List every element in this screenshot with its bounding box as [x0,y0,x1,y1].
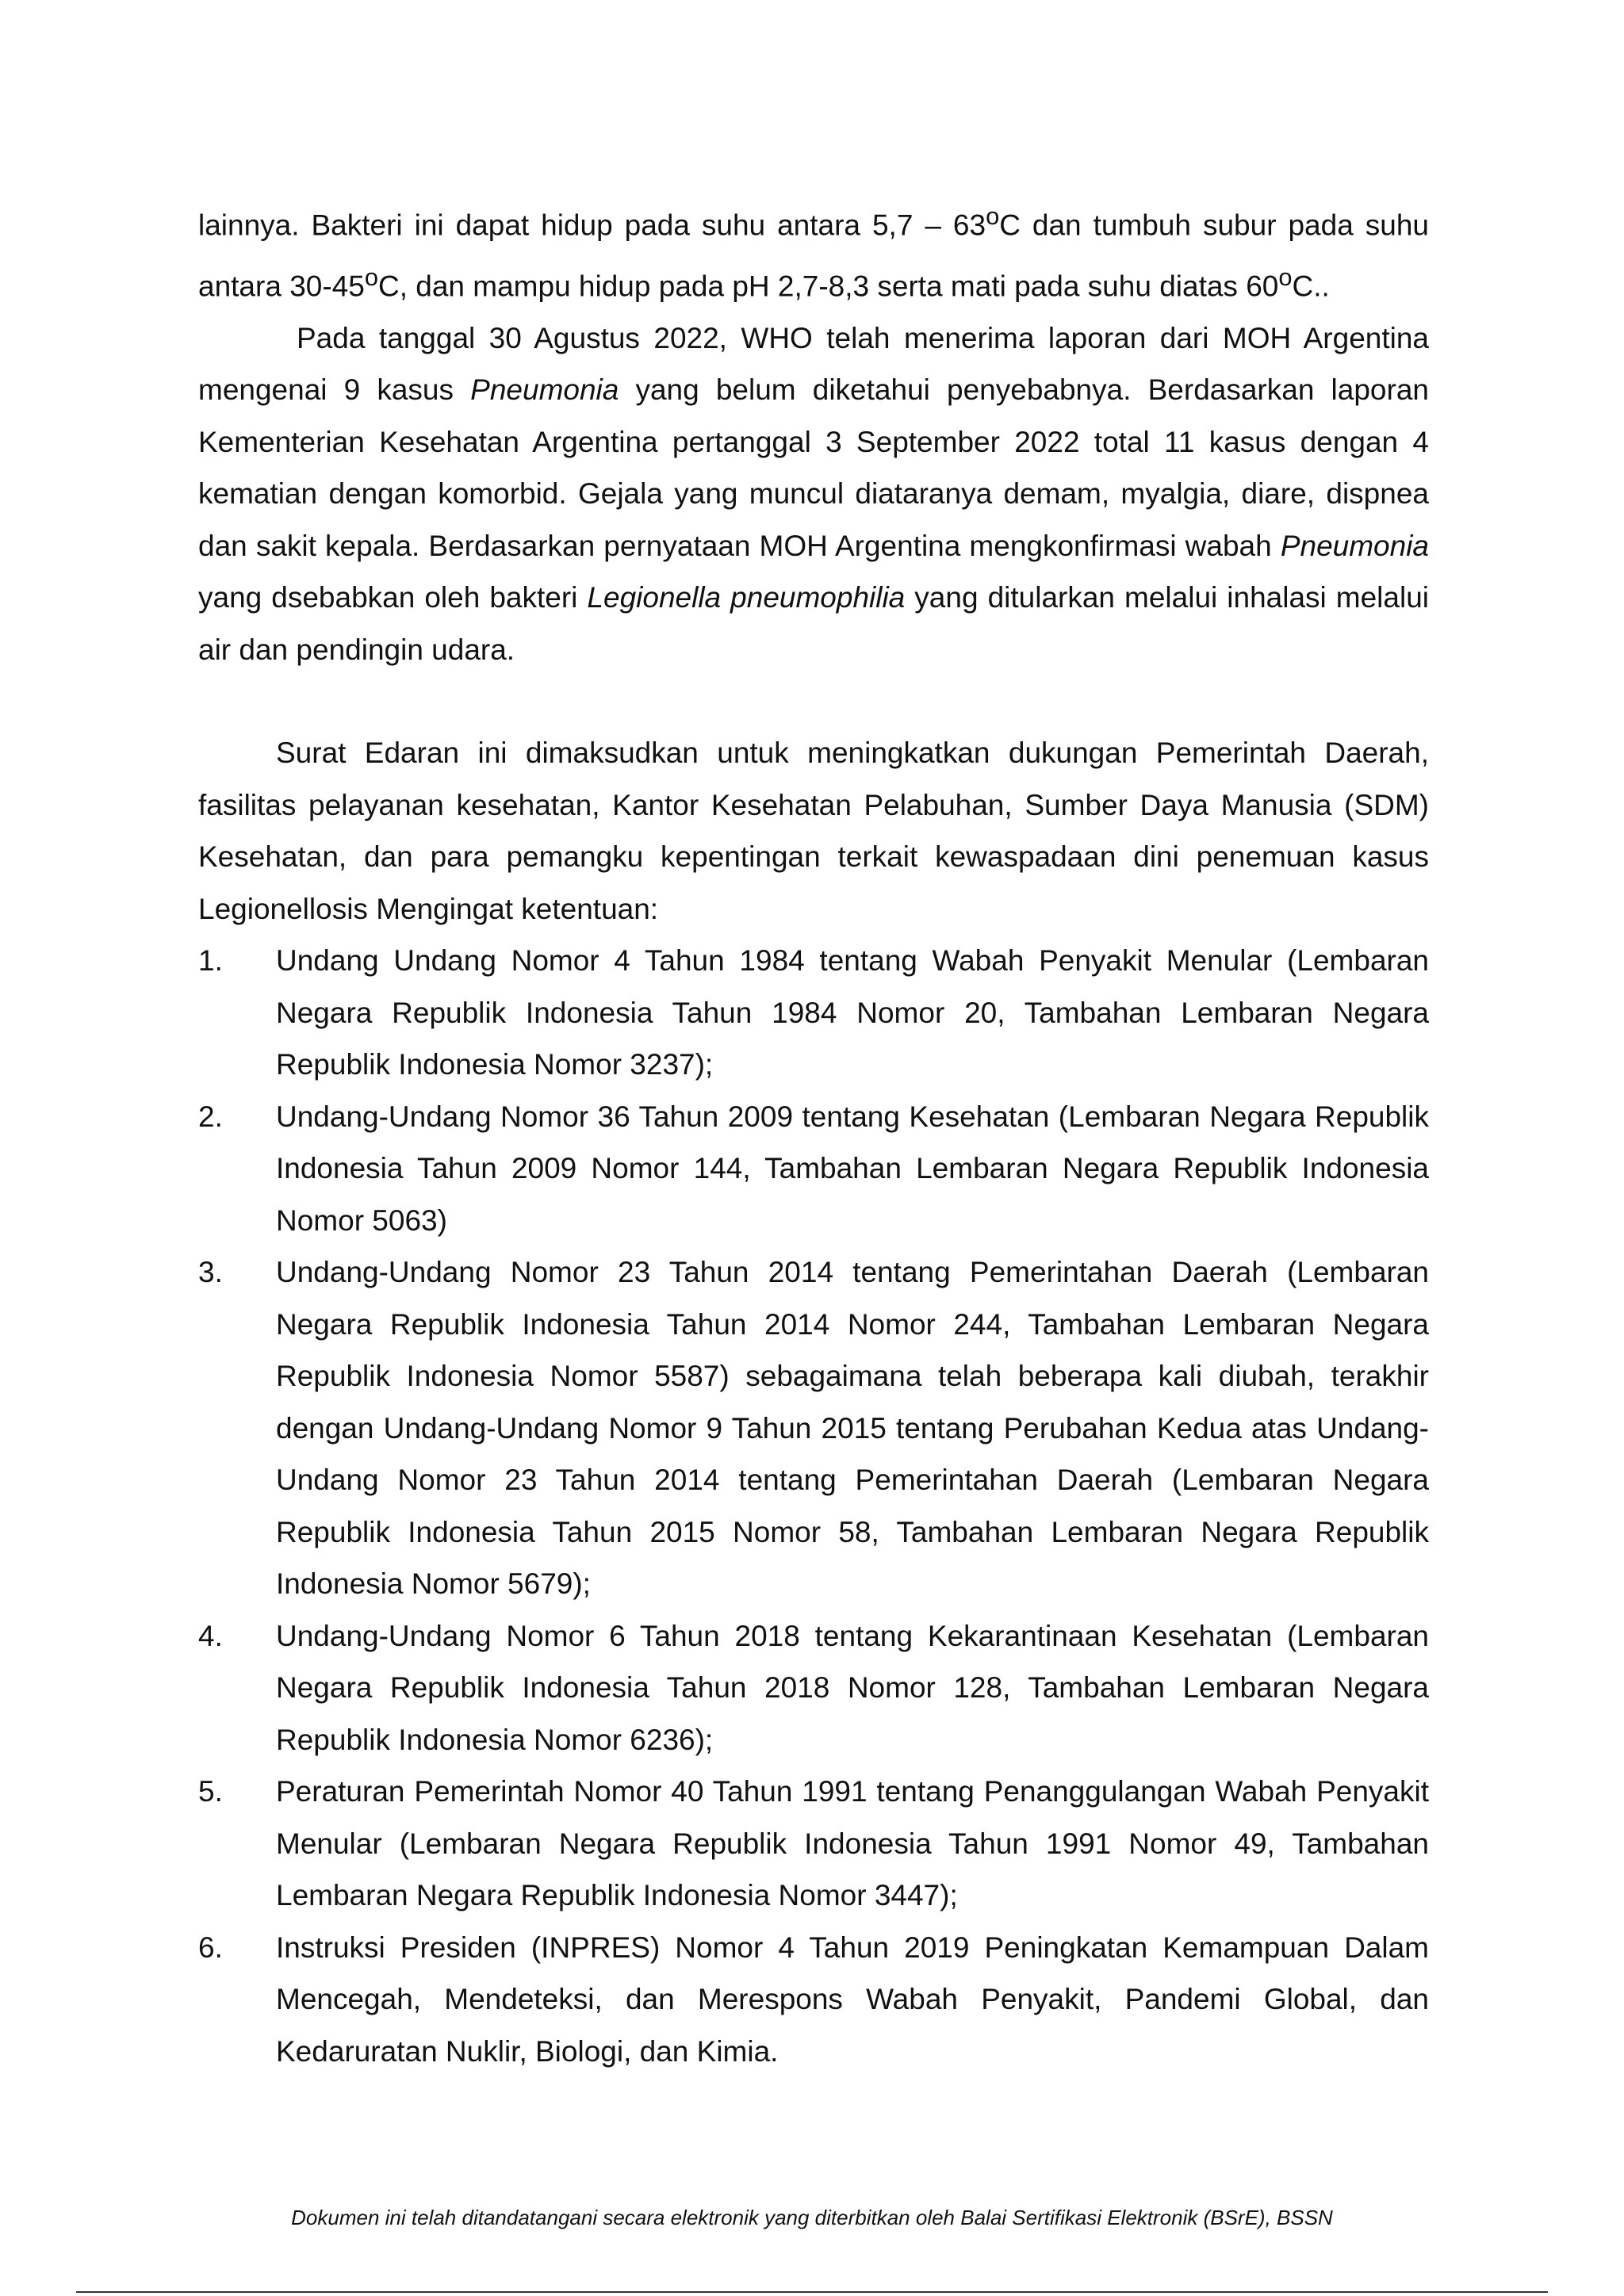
degree-superscript: o [1278,262,1293,291]
list-item-text: Instruksi Presiden (INPRES) Nomor 4 Tahun 2019 Peningkatan Kemampuan Dalam Mencegah, Mendeteksi, dan Merespons Wabah Penyakit, Pandemi Global, dan Kedaruratan Nuklir, Biologi, dan Kimia. [276,1931,1429,2068]
paragraph-circular-purpose: Surat Edaran ini dimaksudkan untuk meningkatkan dukungan Pemerintah Daerah, fasilitas pelayanan kesehatan, Kantor Kesehatan Pelabuhan, Sumber Daya Manusia (SDM) Kesehatan, dan para pemangku kepentingan terkait kewaspadaan dini penemuan kasus Legionellosis Mengingat ketentuan: [198,737,1429,925]
footer-signature-note: Dokumen ini telah ditandatangani secara elektronik yang diterbitkan oleh Balai Sertifikasi Elektronik (BSrE), BSSN [291,2206,1333,2229]
para2-text-4: yang ditularkan melalui inhalasi melalui air dan pendingin udara. [198,581,1429,666]
para2-text-1: Pada tanggal 30 Agustus 2022, WHO telah menerima laporan dari MOH Argentina mengenai 9 kasus [198,321,1429,407]
list-item [198,1246,1429,1610]
list-item-number: 1. [198,944,223,978]
degree-superscript: o [986,202,1000,230]
para2-italic-1: Pneumonia [470,373,619,407]
list-item [198,1922,1429,2078]
degree-superscript: o [364,262,378,291]
list-item-number: 2. [198,1100,223,1133]
list-item-text: Undang Undang Nomor 4 Tahun 1984 tentang Wabah Penyakit Menular (Lembaran Negara Republik Indonesia Tahun 1984 Nomor 20, Tambahan Lembaran Negara Republik Indonesia Nomor 3237); [276,944,1429,1081]
paragraph-gap [198,675,1429,727]
list-item-text: Peraturan Pemerintah Nomor 40 Tahun 1991 tentang Penanggulangan Wabah Penyakit Menular (Lembaran Negara Republik Indonesia Tahun 1991 Nomor 49, Tambahan Lembaran Negara Republik Indonesia Nomor 3447); [276,1775,1429,1912]
legal-basis-list [198,935,1429,2077]
list-item [198,1091,1429,1247]
list-item-number: 4. [198,1619,223,1652]
list-item-text: Undang-Undang Nomor 6 Tahun 2018 tentang Kekarantinaan Kesehatan (Lembaran Negara Republik Indonesia Tahun 2018 Nomor 128, Tambahan Lembaran Negara Republik Indonesia Nomor 6236); [276,1619,1429,1756]
para1-text-1: lainnya. Bakteri ini dapat hidup pada suhu antara 5,7 – 63 [198,209,986,242]
list-item [198,935,1429,1091]
para2-italic-3: Legionella pneumophilia [587,581,906,614]
paragraph-who-report [198,312,1429,676]
para2-text-3: yang dsebabkan oleh bakteri [198,581,588,614]
list-item-text: Undang-Undang Nomor 36 Tahun 2009 tentang Kesehatan (Lembaran Negara Republik Indonesia Tahun 2009 Nomor 144, Tambahan Lembaran Negara Republik Indonesia Nomor 5063) [276,1100,1429,1237]
para1-text-3: C, dan mampu hidup pada pH 2,7-8,3 serta mati pada suhu diatas 60 [377,270,1279,303]
list-item [198,1610,1429,1766]
footer-divider [76,2291,1548,2293]
list-item-number: 3. [198,1256,223,1289]
paragraph-bacteria-temperature [198,190,1429,312]
para1-text-4: C.. [1292,270,1330,303]
list-item [198,1766,1429,1922]
para1-text-2: C dan tumbuh subur pada suhu antara 30-45 [198,209,1429,303]
para2-italic-2: Pneumonia [1280,529,1429,562]
list-item-text: Undang-Undang Nomor 23 Tahun 2014 tentang Pemerintahan Daerah (Lembaran Negara Republik Indonesia Tahun 2014 Nomor 244, Tambahan Lembaran Negara Republik Indonesia Nomor 5587) sebagaimana telah beberapa kali diubah, terakhir dengan Undang-Undang Nomor 9 Tahun 2015 tentang Perubahan Kedua atas Undang-Undang Nomor 23 Tahun 2014 tentang Pemerintahan Daerah (Lembaran Negara Republik Indonesia Tahun 2015 Nomor 58, Tambahan Lembaran Negara Republik Indonesia Nomor 5679); [276,1256,1429,1601]
document-body [198,190,1429,2077]
list-item-number: 6. [198,1931,223,1964]
list-item-number: 5. [198,1775,223,1808]
para2-text-2: yang belum diketahui penyebabnya. Berdasarkan laporan Kementerian Kesehatan Argentina pertanggal 3 September 2022 total 11 kasus dengan 4 kematian dengan komorbid. Gejala yang muncul diataranya demam, myalgia, diare, dispnea dan sakit kepala. Berdasarkan pernyataan MOH Argentina mengkonfirmasi wabah [198,373,1429,562]
